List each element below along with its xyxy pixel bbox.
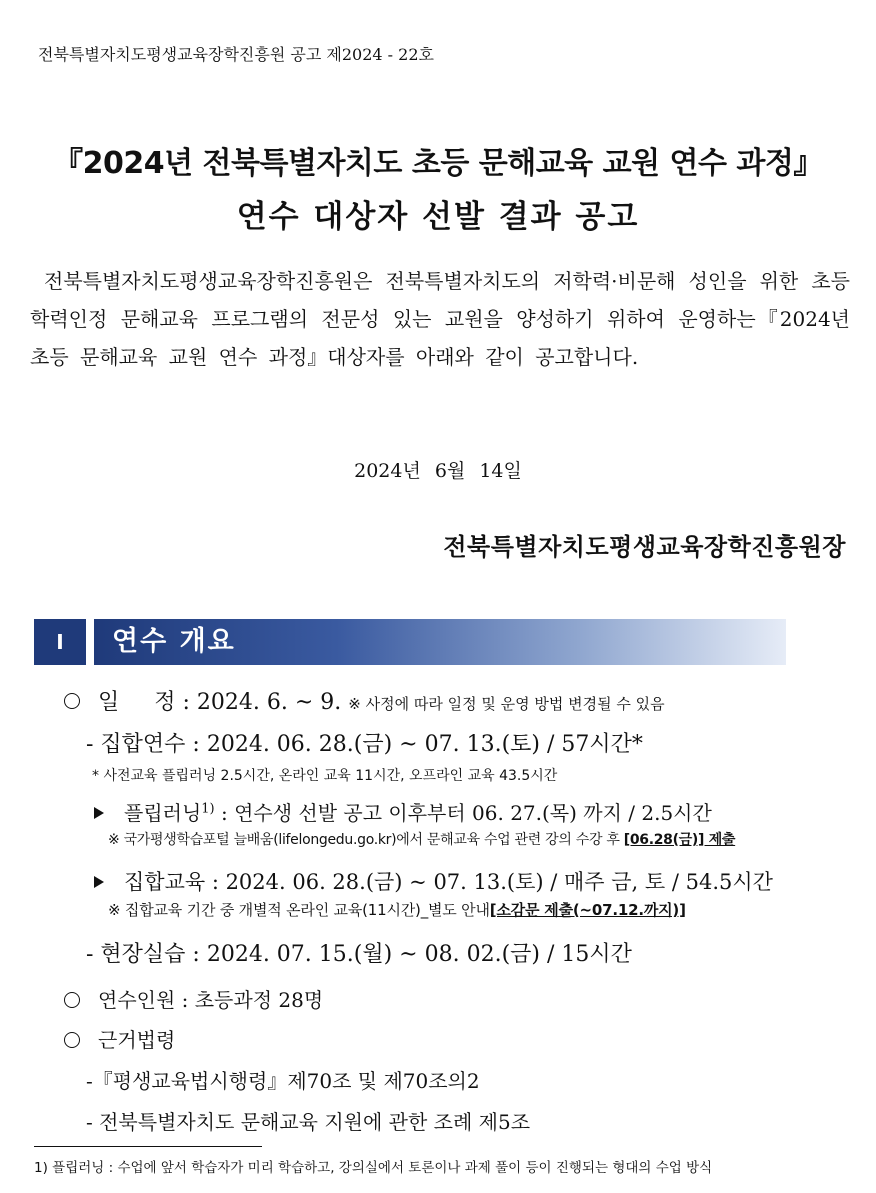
legal-basis-row [64, 1024, 175, 1053]
section-number: Ⅰ [56, 630, 64, 654]
group-training-row: - 집합연수 : 2024. 06. 28.(금) ~ 07. 13.(토) / 57시간* [86, 732, 643, 757]
gather-training-row [94, 866, 773, 896]
field-practice-row: - 현장실습 : 2024. 07. 15.(월) ~ 08. 02.(금) / 15시간 [86, 942, 632, 967]
notice-number: 전북특별자치도평생교육장학진흥원 공고 제2024 - 22호 [38, 45, 434, 64]
footnote-divider [34, 1146, 262, 1147]
legal-basis-item-1: -『평생교육법시행령』제70조 및 제70조의2 [86, 1069, 480, 1093]
flip-value: : 연수생 선발 공고 이후부터 06. 27.(목) 까지 / 2.5시간 [214, 801, 712, 825]
intro-text: 전북특별자치도평생교육장학진흥원은 전북특별자치도의 저학력·비문해 성인을 위한 초등 학력인정 문해교육 프로그램의 전문성 있는 교원을 양성하기 위하여 운영하는『2024년 초등 문해교육 교원 연수 과정』대상자를 아래와 같이 공고합니다. [30, 269, 850, 369]
schedule-value: : 2024. 6. ~ 9. [182, 690, 342, 715]
section-title: 연수 개요 [112, 626, 236, 657]
legal-basis-item-2: - 전북특별자치도 문해교육 지원에 관한 조례 제5조 [86, 1110, 531, 1134]
notice-date: 2024년 6월 14일 [354, 460, 522, 482]
flip-learning-row [94, 797, 712, 826]
flip-learning-note [108, 829, 735, 849]
schedule-row [64, 685, 665, 716]
flip-note-deadline: [06.28(금)] 제출 [623, 832, 736, 848]
triangle-bullet-icon [94, 876, 104, 888]
gather-training-note [108, 899, 686, 920]
gather-training-text: 집합교육 : 2024. 06. 28.(금) ~ 07. 13.(토) / 매주 금, 토 / 54.5시간 [124, 870, 773, 894]
circle-bullet-icon [64, 693, 80, 709]
schedule-label: 일 정 [98, 690, 176, 715]
group-training-note: * 사전교육 플립러닝 2.5시간, 온라인 교육 11시간, 오프라인 교육 43.5시간 [92, 768, 558, 784]
legal-basis-label: 근거법령 [98, 1028, 176, 1052]
schedule-note: ※ 사정에 따라 일정 및 운영 방법 변경될 수 있음 [348, 695, 665, 713]
gather-note-deadline: [소감문 제출(~07.12.까지)] [489, 901, 686, 919]
intro-paragraph [30, 262, 850, 376]
document-title-line-1: 『2024년 전북특별자치도 초등 문해교육 교원 연수 과정』 [53, 146, 823, 181]
circle-bullet-icon [64, 992, 80, 1008]
flip-label: 플립러닝 [124, 801, 202, 825]
gather-note-text: ※ 집합교육 기간 중 개별적 온라인 교육(11시간)_별도 안내 [108, 901, 490, 919]
triangle-bullet-icon [94, 807, 104, 819]
footnote-ref: 1) [201, 801, 215, 817]
personnel-text: 연수인원 : 초등과정 28명 [98, 988, 324, 1012]
issuer-name: 전북특별자치도평생교육장학진흥원장 [443, 532, 846, 561]
footnote: 1) 플립러닝 : 수업에 앞서 학습자가 미리 학습하고, 강의실에서 토론이나 과제 풀이 등이 진행되는 형대의 수업 방식 [34, 1160, 713, 1176]
document-title-line-2: 연수 대상자 선발 결과 공고 [236, 199, 640, 235]
circle-bullet-icon [64, 1032, 80, 1048]
flip-note-text: ※ 국가평생학습포털 늘배움(lifelongedu.go.kr)에서 문해교육 수업 관련 강의 수강 후 [108, 832, 624, 848]
personnel-row [64, 984, 323, 1013]
